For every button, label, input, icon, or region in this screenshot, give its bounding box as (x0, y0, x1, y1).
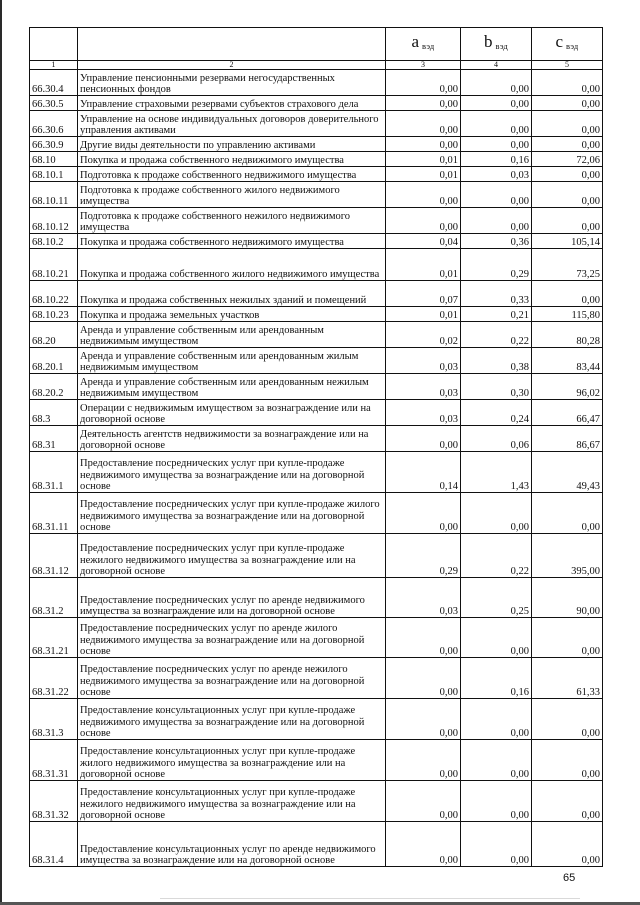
activity-name: Операции с недвижимым имуществом за вознаграждение или на договорной основе (78, 400, 386, 426)
activity-name: Предоставление консультационных услуг при купле-продаже недвижимого имущества за вознаграждение или на договорной основе (78, 699, 386, 740)
table-header-row (30, 28, 603, 61)
value-a: 0,14 (386, 452, 461, 493)
value-a: 0,00 (386, 740, 461, 781)
value-a: 0,03 (386, 374, 461, 400)
activity-name: Подготовка к продаже собственного жилого недвижимого имущества (78, 182, 386, 208)
value-b: 0,00 (461, 740, 532, 781)
activity-name: Предоставление посреднических услуг по аренде нежилого недвижимого имущества за вознаграждение или на договорной основе (78, 658, 386, 699)
value-b: 0,24 (461, 400, 532, 426)
value-a: 0,03 (386, 348, 461, 374)
table-row (30, 822, 603, 867)
header-a-letter: a (411, 31, 420, 51)
value-a: 0,00 (386, 699, 461, 740)
value-c: 96,02 (532, 374, 603, 400)
scan-left-edge (0, 0, 2, 905)
header-cell-a (386, 28, 461, 61)
value-a: 0,29 (386, 534, 461, 578)
value-b: 0,30 (461, 374, 532, 400)
value-b: 0,00 (461, 781, 532, 822)
table-row (30, 96, 603, 111)
header-cell-b (461, 28, 532, 61)
value-a: 0,04 (386, 234, 461, 249)
value-a: 0,00 (386, 658, 461, 699)
table-row (30, 374, 603, 400)
value-c: 0,00 (532, 111, 603, 137)
value-b: 0,22 (461, 322, 532, 348)
activity-code: 68.10.22 (30, 281, 78, 307)
activity-code: 68.20.1 (30, 348, 78, 374)
table-row (30, 534, 603, 578)
value-a: 0,03 (386, 578, 461, 618)
activity-code: 66.30.5 (30, 96, 78, 111)
table-row (30, 322, 603, 348)
value-a: 0,00 (386, 182, 461, 208)
header-b-letter: b (484, 31, 493, 51)
value-a: 0,01 (386, 167, 461, 182)
value-a: 0,00 (386, 822, 461, 867)
activity-code: 68.10.1 (30, 167, 78, 182)
value-b: 0,00 (461, 618, 532, 658)
value-c: 73,25 (532, 249, 603, 281)
column-number: 2 (78, 61, 386, 70)
activity-code: 68.20.2 (30, 374, 78, 400)
value-c: 0,00 (532, 740, 603, 781)
table-row (30, 208, 603, 234)
activity-name: Покупка и продажа собственного жилого недвижимого имущества (78, 249, 386, 281)
table-row (30, 234, 603, 249)
table-row (30, 281, 603, 307)
activity-code: 66.30.4 (30, 70, 78, 96)
value-c: 0,00 (532, 281, 603, 307)
activity-code: 68.20 (30, 322, 78, 348)
table-row (30, 781, 603, 822)
activity-name: Управление пенсионными резервами негосударственных пенсионных фондов (78, 70, 386, 96)
value-b: 0,38 (461, 348, 532, 374)
value-a: 0,00 (386, 781, 461, 822)
table-row (30, 152, 603, 167)
table-row (30, 426, 603, 452)
activity-code: 68.10.23 (30, 307, 78, 322)
activity-code: 68.10.2 (30, 234, 78, 249)
activity-code: 68.31.32 (30, 781, 78, 822)
table-row (30, 452, 603, 493)
header-c-letter: c (555, 31, 564, 51)
value-c: 83,44 (532, 348, 603, 374)
value-a: 0,03 (386, 400, 461, 426)
value-c: 0,00 (532, 493, 603, 534)
activity-name: Предоставление посреднических услуг по аренде недвижимого имущества за вознаграждение или на договорной основе (78, 578, 386, 618)
table-row (30, 493, 603, 534)
value-c: 86,67 (532, 426, 603, 452)
activity-name: Покупка и продажа земельных участков (78, 307, 386, 322)
activity-name: Аренда и управление собственным или арендованным жилым недвижимым имуществом (78, 348, 386, 374)
activity-code: 68.31.22 (30, 658, 78, 699)
activity-name: Управление страховыми резервами субъектов страхового дела (78, 96, 386, 111)
value-a: 0,02 (386, 322, 461, 348)
value-b: 0,00 (461, 493, 532, 534)
value-b: 0,00 (461, 70, 532, 96)
value-a: 0,00 (386, 70, 461, 96)
table-row (30, 249, 603, 281)
activity-code: 68.10.11 (30, 182, 78, 208)
value-c: 115,80 (532, 307, 603, 322)
value-b: 0,00 (461, 208, 532, 234)
activity-name: Подготовка к продаже собственного нежилого недвижимого имущества (78, 208, 386, 234)
activity-code: 68.31.1 (30, 452, 78, 493)
column-number: 5 (532, 61, 603, 70)
value-c: 0,00 (532, 822, 603, 867)
activity-name: Предоставление консультационных услуг при купле-продаже нежилого недвижимого имущества за вознаграждение или на договорной основе (78, 781, 386, 822)
activity-name: Другие виды деятельности по управлению активами (78, 137, 386, 152)
value-a: 0,01 (386, 249, 461, 281)
table-row (30, 658, 603, 699)
activity-name: Предоставление посреднических услуг при купле-продаже недвижимого имущества за вознаграждение или на договорной основе (78, 452, 386, 493)
header-cell-code (30, 28, 78, 61)
table-row (30, 348, 603, 374)
table-row (30, 618, 603, 658)
table-row (30, 167, 603, 182)
column-number: 3 (386, 61, 461, 70)
coefficients-table (29, 27, 603, 867)
value-b: 0,00 (461, 111, 532, 137)
activity-code: 68.3 (30, 400, 78, 426)
activity-code: 66.30.9 (30, 137, 78, 152)
value-c: 105,14 (532, 234, 603, 249)
activity-name: Предоставление посреднических услуг при купле-продаже жилого недвижимого имущества за вознаграждение или на договорной основе (78, 493, 386, 534)
header-b-subscript: вэд (495, 40, 508, 51)
activity-name: Предоставление консультационных услуг по аренде недвижимого имущества за вознаграждение или на договорной основе (78, 822, 386, 867)
value-c: 0,00 (532, 70, 603, 96)
activity-name: Аренда и управление собственным или арендованным недвижимым имуществом (78, 322, 386, 348)
value-a: 0,01 (386, 152, 461, 167)
activity-name: Деятельность агентств недвижимости за вознаграждение или на договорной основе (78, 426, 386, 452)
activity-name: Предоставление посреднических услуг при купле-продаже нежилого недвижимого имущества за вознаграждение или на договорной основе (78, 534, 386, 578)
value-c: 61,33 (532, 658, 603, 699)
activity-name: Аренда и управление собственным или арендованным нежилым недвижимым имуществом (78, 374, 386, 400)
value-b: 1,43 (461, 452, 532, 493)
value-c: 49,43 (532, 452, 603, 493)
value-c: 0,00 (532, 96, 603, 111)
value-c: 0,00 (532, 208, 603, 234)
value-a: 0,00 (386, 426, 461, 452)
value-a: 0,00 (386, 208, 461, 234)
value-b: 0,03 (461, 167, 532, 182)
value-a: 0,00 (386, 137, 461, 152)
value-c: 0,00 (532, 781, 603, 822)
value-c: 80,28 (532, 322, 603, 348)
activity-name: Управление на основе индивидуальных договоров доверительного управления активами (78, 111, 386, 137)
activity-code: 68.31.12 (30, 534, 78, 578)
value-b: 0,16 (461, 152, 532, 167)
value-c: 0,00 (532, 699, 603, 740)
value-c: 90,00 (532, 578, 603, 618)
activity-code: 68.10 (30, 152, 78, 167)
table-row (30, 699, 603, 740)
activity-name: Покупка и продажа собственного недвижимого имущества (78, 152, 386, 167)
value-c: 66,47 (532, 400, 603, 426)
table-row (30, 400, 603, 426)
value-c: 0,00 (532, 167, 603, 182)
table-row (30, 578, 603, 618)
value-b: 0,21 (461, 307, 532, 322)
value-b: 0,00 (461, 182, 532, 208)
activity-name: Подготовка к продаже собственного недвижимого имущества (78, 167, 386, 182)
header-a-subscript: вэд (422, 40, 435, 51)
value-b: 0,25 (461, 578, 532, 618)
value-b: 0,33 (461, 281, 532, 307)
value-b: 0,16 (461, 658, 532, 699)
column-numbers-row (30, 61, 603, 70)
activity-code: 68.31.21 (30, 618, 78, 658)
table-row (30, 740, 603, 781)
value-a: 0,00 (386, 493, 461, 534)
activity-name: Предоставление консультационных услуг при купле-продаже жилого недвижимого имущества за вознаграждение или на договорной основе (78, 740, 386, 781)
table-body (30, 28, 603, 867)
activity-code: 68.10.21 (30, 249, 78, 281)
value-b: 0,29 (461, 249, 532, 281)
value-c: 0,00 (532, 182, 603, 208)
page-number: 65 (563, 872, 576, 884)
header-c-subscript: вэд (566, 40, 579, 51)
activity-name: Покупка и продажа собственного недвижимого имущества (78, 234, 386, 249)
column-number: 4 (461, 61, 532, 70)
header-cell-c (532, 28, 603, 61)
scan-artifact-line (160, 898, 580, 899)
activity-name: Предоставление посреднических услуг по аренде жилого недвижимого имущества за вознаграждение или на договорной основе (78, 618, 386, 658)
value-a: 0,01 (386, 307, 461, 322)
activity-name: Покупка и продажа собственных нежилых зданий и помещений (78, 281, 386, 307)
value-b: 0,00 (461, 137, 532, 152)
value-c: 395,00 (532, 534, 603, 578)
activity-code: 68.31 (30, 426, 78, 452)
table-row (30, 307, 603, 322)
table-row (30, 182, 603, 208)
table-row (30, 111, 603, 137)
header-cell-name (78, 28, 386, 61)
activity-code: 68.31.2 (30, 578, 78, 618)
value-a: 0,07 (386, 281, 461, 307)
column-number: 1 (30, 61, 78, 70)
value-c: 0,00 (532, 137, 603, 152)
value-b: 0,22 (461, 534, 532, 578)
activity-code: 68.10.12 (30, 208, 78, 234)
activity-code: 68.31.11 (30, 493, 78, 534)
value-a: 0,00 (386, 618, 461, 658)
value-b: 0,00 (461, 822, 532, 867)
value-a: 0,00 (386, 111, 461, 137)
value-a: 0,00 (386, 96, 461, 111)
value-b: 0,00 (461, 96, 532, 111)
activity-code: 68.31.3 (30, 699, 78, 740)
value-c: 72,06 (532, 152, 603, 167)
activity-code: 68.31.31 (30, 740, 78, 781)
activity-code: 68.31.4 (30, 822, 78, 867)
activity-code: 66.30.6 (30, 111, 78, 137)
value-c: 0,00 (532, 618, 603, 658)
value-b: 0,00 (461, 699, 532, 740)
table-row (30, 137, 603, 152)
table-row (30, 70, 603, 96)
value-b: 0,36 (461, 234, 532, 249)
value-b: 0,06 (461, 426, 532, 452)
